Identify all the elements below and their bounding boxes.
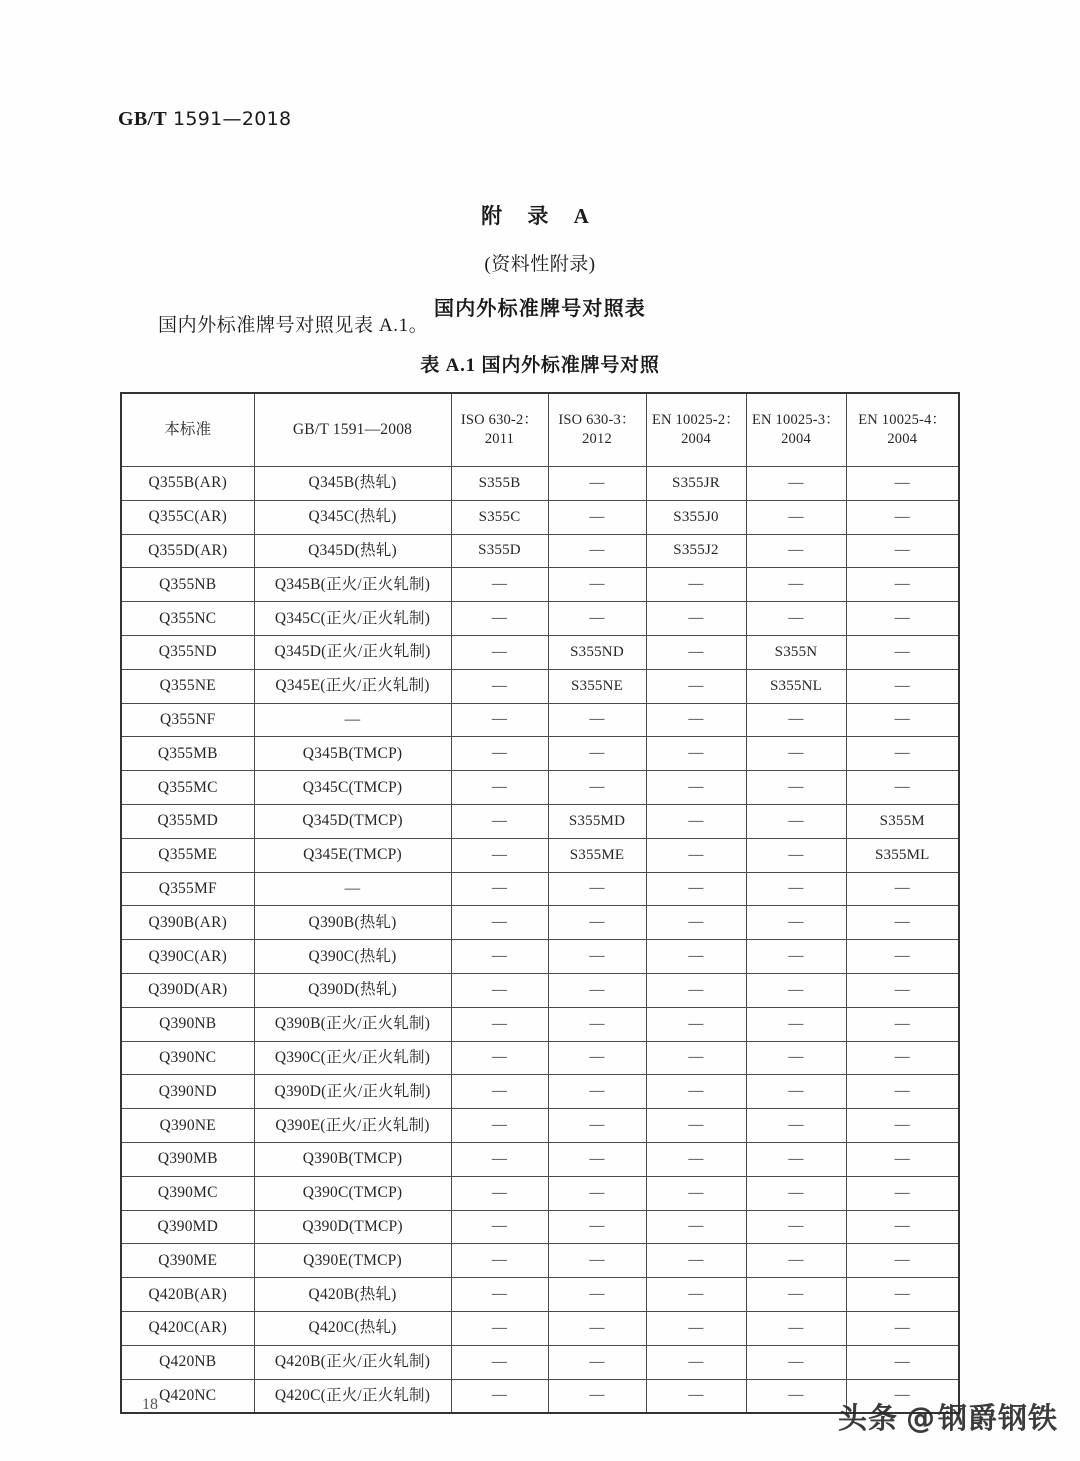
cell-grade: Q355MF [121,872,254,906]
table-cell: — [746,872,846,906]
table-cell: — [451,1041,548,1075]
table-cell: — [646,1075,746,1109]
table-cell: Q345B(TMCP) [254,737,451,771]
table-cell: S355B [451,467,548,501]
table-cell: Q390E(正火/正火轧制) [254,1109,451,1143]
table-cell: — [646,1345,746,1379]
column-header-line1: ISO 630-2： [460,412,539,429]
table-cell: — [548,500,646,534]
column-header-line2: 2011 [484,431,515,447]
cell-grade: Q355ND [121,635,254,669]
standard-number: 1591—2018 [173,108,292,130]
table-cell: S355NL [746,669,846,703]
table-row [121,1311,959,1345]
table-row [121,838,959,872]
column-header-line1: EN 10025-4： [858,412,947,429]
table-cell: — [846,1244,959,1278]
cell-grade: Q420B(AR) [121,1278,254,1312]
table-cell: Q390C(正火/正火轧制) [254,1041,451,1075]
table-cell: — [846,500,959,534]
table-cell: Q390E(TMCP) [254,1244,451,1278]
table-row [121,1379,959,1413]
table-column-header-2 [451,393,548,467]
cell-grade: Q390NB [121,1007,254,1041]
cell-grade: Q390MB [121,1142,254,1176]
table-cell: — [646,973,746,1007]
table-cell: — [548,771,646,805]
annex-label: 附 录 A [481,204,599,228]
table-row [121,500,959,534]
cell-grade: Q355NF [121,703,254,737]
table-row [121,1176,959,1210]
table-cell: S355NE [548,669,646,703]
table-cell: — [646,703,746,737]
table-row [121,804,959,838]
column-header-line1: GB/T 1591—2008 [292,421,413,439]
table-cell: — [548,1311,646,1345]
cell-grade: Q355MB [121,737,254,771]
table-cell: Q345E(正火/正火轧制) [254,669,451,703]
table-cell: S355C [451,500,548,534]
table-column-header-5 [746,393,846,467]
table-row [121,973,959,1007]
table-cell: — [746,771,846,805]
table-row [121,568,959,602]
table-cell: — [548,1041,646,1075]
table-body [121,467,959,1414]
cell-grade: Q390B(AR) [121,906,254,940]
table-column-header-6 [846,393,959,467]
table-column-header-0 [121,393,254,467]
cell-grade: Q390D(AR) [121,973,254,1007]
column-header-line2: 2004 [887,431,918,447]
cell-grade: Q355MC [121,771,254,805]
table-cell: Q345D(TMCP) [254,804,451,838]
table-cell: S355MD [548,804,646,838]
table-cell: — [746,737,846,771]
cell-grade: Q420C(AR) [121,1311,254,1345]
cell-grade: Q390ND [121,1075,254,1109]
table-header [121,393,959,467]
table-cell: — [646,1244,746,1278]
table-cell: — [548,872,646,906]
page-number: 18 [142,1396,158,1413]
table-cell: — [451,838,548,872]
table-row [121,602,959,636]
table-cell: — [846,669,959,703]
table-cell: Q345D(热轧) [254,534,451,568]
grade-comparison-table [120,392,960,1414]
table-cell: Q420B(正火/正火轧制) [254,1345,451,1379]
table-cell: — [548,1176,646,1210]
table-cell: — [451,737,548,771]
table-cell: — [548,1109,646,1143]
table-cell: — [548,534,646,568]
table-cell: — [451,906,548,940]
cell-grade: Q355NE [121,669,254,703]
table-cell: — [746,1311,846,1345]
table-cell: — [451,804,548,838]
table-row [121,1278,959,1312]
table-cell: — [451,1109,548,1143]
table-cell: — [254,703,451,737]
table-cell: — [846,534,959,568]
table-cell: — [646,1210,746,1244]
cell-grade: Q390NE [121,1109,254,1143]
table-column-header-4 [646,393,746,467]
table-cell: Q390D(热轧) [254,973,451,1007]
table-cell: — [746,602,846,636]
table-cell: — [451,703,548,737]
table-cell: — [646,771,746,805]
annex-name: 国内外标准牌号对照表 [434,298,646,320]
table-cell: S355ME [548,838,646,872]
table-row [121,1244,959,1278]
table-cell: — [846,703,959,737]
table-cell: — [646,1041,746,1075]
lead-paragraph: 国内外标准牌号对照见表 A.1。 [158,315,429,336]
table-row [121,737,959,771]
table-cell: — [451,771,548,805]
table-row [121,467,959,501]
table-cell: S355N [746,635,846,669]
table-cell: — [646,1176,746,1210]
table-row [121,1007,959,1041]
table-cell: — [646,1109,746,1143]
cell-grade: Q355C(AR) [121,500,254,534]
table-cell: — [451,1075,548,1109]
table-cell: — [846,1278,959,1312]
table-row [121,1345,959,1379]
table-cell: — [746,1379,846,1413]
column-header-line2: 2004 [781,431,811,447]
table-cell: — [548,973,646,1007]
cell-grade: Q390NC [121,1041,254,1075]
table-cell: — [451,1007,548,1041]
table-cell: — [646,872,746,906]
running-header [118,108,291,131]
table-cell: — [451,1311,548,1345]
cell-grade: Q355NB [121,568,254,602]
table-cell: — [451,602,548,636]
table-cell: — [746,568,846,602]
cell-grade: Q355ME [121,838,254,872]
table-cell: — [746,940,846,974]
table-cell: — [846,1311,959,1345]
table-cell: — [646,737,746,771]
table-cell: — [746,1007,846,1041]
table-cell: — [548,906,646,940]
column-header-line1: EN 10025-2： [652,412,740,429]
table-cell: — [548,1244,646,1278]
table-cell: — [451,1176,548,1210]
table-cell: — [646,669,746,703]
table-cell: — [548,467,646,501]
table-column-header-1 [254,393,451,467]
table-cell: — [746,973,846,1007]
table-row [121,1210,959,1244]
table-cell: — [646,940,746,974]
table-cell: — [646,1007,746,1041]
table-row [121,534,959,568]
table-cell: Q390C(热轧) [254,940,451,974]
table-cell: — [746,1244,846,1278]
cell-grade: Q355B(AR) [121,467,254,501]
cell-grade: Q390ME [121,1244,254,1278]
table-cell: — [254,872,451,906]
cell-grade: Q420NB [121,1345,254,1379]
table-cell: S355ML [846,838,959,872]
table-cell: — [451,940,548,974]
table-column-header-3 [548,393,646,467]
table-cell: — [846,737,959,771]
grade-comparison-table-wrapper [120,392,958,1414]
table-cell: S355JR [646,467,746,501]
table-cell: — [451,1244,548,1278]
table-cell: — [846,1142,959,1176]
standard-code: GB/T [118,108,167,130]
table-cell: — [451,669,548,703]
table-cell: — [746,906,846,940]
table-cell: S355J0 [646,500,746,534]
table-cell: Q345B(正火/正火轧制) [254,568,451,602]
table-cell: Q345C(热轧) [254,500,451,534]
table-cell: — [451,872,548,906]
column-header-line2: 2012 [582,431,612,447]
table-cell: — [846,1109,959,1143]
table-cell: — [846,771,959,805]
table-cell: S355ND [548,635,646,669]
table-cell: — [451,1142,548,1176]
table-cell: Q420C(正火/正火轧制) [254,1379,451,1413]
table-cell: — [646,1142,746,1176]
column-header-line2: 2004 [681,431,711,447]
table-cell: — [451,1210,548,1244]
watermark-at-symbol: @ [905,1401,936,1435]
table-cell: Q345D(正火/正火轧制) [254,635,451,669]
table-cell: Q390B(TMCP) [254,1142,451,1176]
table-cell: — [746,703,846,737]
table-cell: — [548,1210,646,1244]
table-cell: Q390D(正火/正火轧制) [254,1075,451,1109]
table-cell: — [846,1345,959,1379]
table-cell: — [846,1041,959,1075]
table-cell: — [451,1345,548,1379]
table-cell: — [548,602,646,636]
table-row [121,872,959,906]
table-cell: — [746,1176,846,1210]
column-header-line1: ISO 630-3： [558,412,636,429]
table-cell: S355J2 [646,534,746,568]
table-cell: — [846,602,959,636]
table-cell: — [548,1007,646,1041]
table-cell: Q390B(热轧) [254,906,451,940]
table-cell: — [746,1075,846,1109]
cell-grade: Q355D(AR) [121,534,254,568]
table-cell: — [646,906,746,940]
table-cell: — [548,1142,646,1176]
table-cell: — [846,568,959,602]
table-cell: — [548,737,646,771]
table-cell: — [646,1278,746,1312]
table-cell: — [846,906,959,940]
table-row [121,1041,959,1075]
table-cell: — [646,804,746,838]
table-header-row [121,393,959,467]
table-cell: — [548,703,646,737]
table-cell: S355M [846,804,959,838]
annex-heading-block [0,200,1080,321]
table-row [121,771,959,805]
column-header-line1: 本标准 [164,421,212,439]
table-cell: — [846,1379,959,1413]
table-cell: — [746,1142,846,1176]
table-caption: 表 A.1 国内外标准牌号对照 [420,355,660,376]
cell-grade: Q355MD [121,804,254,838]
annex-kind: (资料性附录) [484,254,596,275]
table-cell: — [746,838,846,872]
table-row [121,1142,959,1176]
table-cell: — [846,940,959,974]
cell-grade: Q355NC [121,602,254,636]
watermark-name: 钢爵钢铁 [937,1401,1058,1435]
table-row [121,1109,959,1143]
table-cell: — [451,1379,548,1413]
table-cell: Q390B(正火/正火轧制) [254,1007,451,1041]
column-header-line1: EN 10025-3： [752,412,840,429]
table-cell: — [846,635,959,669]
cell-grade: Q390C(AR) [121,940,254,974]
table-cell: Q345E(TMCP) [254,838,451,872]
table-cell: — [846,872,959,906]
table-cell: — [548,940,646,974]
table-cell: Q345B(热轧) [254,467,451,501]
table-row [121,669,959,703]
table-cell: — [746,804,846,838]
table-cell: — [451,568,548,602]
table-cell: — [451,973,548,1007]
table-cell: — [746,1210,846,1244]
table-cell: — [746,1278,846,1312]
table-cell: — [846,467,959,501]
table-cell: — [746,1345,846,1379]
table-cell: — [548,568,646,602]
table-cell: — [846,1007,959,1041]
watermark [838,1396,1058,1437]
table-cell: — [548,1379,646,1413]
table-cell: — [746,534,846,568]
table-row [121,906,959,940]
table-cell: Q390D(TMCP) [254,1210,451,1244]
table-row [121,635,959,669]
table-cell: — [846,1176,959,1210]
table-cell: — [646,602,746,636]
table-cell: — [746,1041,846,1075]
table-cell: — [451,635,548,669]
table-cell: — [846,1075,959,1109]
cell-grade: Q390MD [121,1210,254,1244]
table-cell: Q420B(热轧) [254,1278,451,1312]
table-cell: — [746,467,846,501]
cell-grade: Q390MC [121,1176,254,1210]
table-cell: — [548,1075,646,1109]
watermark-prefix: 头条 [837,1401,898,1435]
table-cell: — [846,1210,959,1244]
table-cell: Q420C(热轧) [254,1311,451,1345]
table-row [121,940,959,974]
table-cell: Q390C(TMCP) [254,1176,451,1210]
table-row [121,1075,959,1109]
table-cell: — [646,568,746,602]
table-cell: — [646,635,746,669]
table-cell: Q345C(TMCP) [254,771,451,805]
table-cell: — [451,1278,548,1312]
table-cell: — [746,500,846,534]
table-cell: — [846,973,959,1007]
table-cell: — [548,1345,646,1379]
table-cell: — [646,1311,746,1345]
table-cell: S355D [451,534,548,568]
cell-grade: Q420NC [121,1379,254,1413]
table-cell: — [746,1109,846,1143]
table-cell: Q345C(正火/正火轧制) [254,602,451,636]
table-cell: — [548,1278,646,1312]
table-row [121,703,959,737]
table-cell: — [646,838,746,872]
table-cell: — [646,1379,746,1413]
